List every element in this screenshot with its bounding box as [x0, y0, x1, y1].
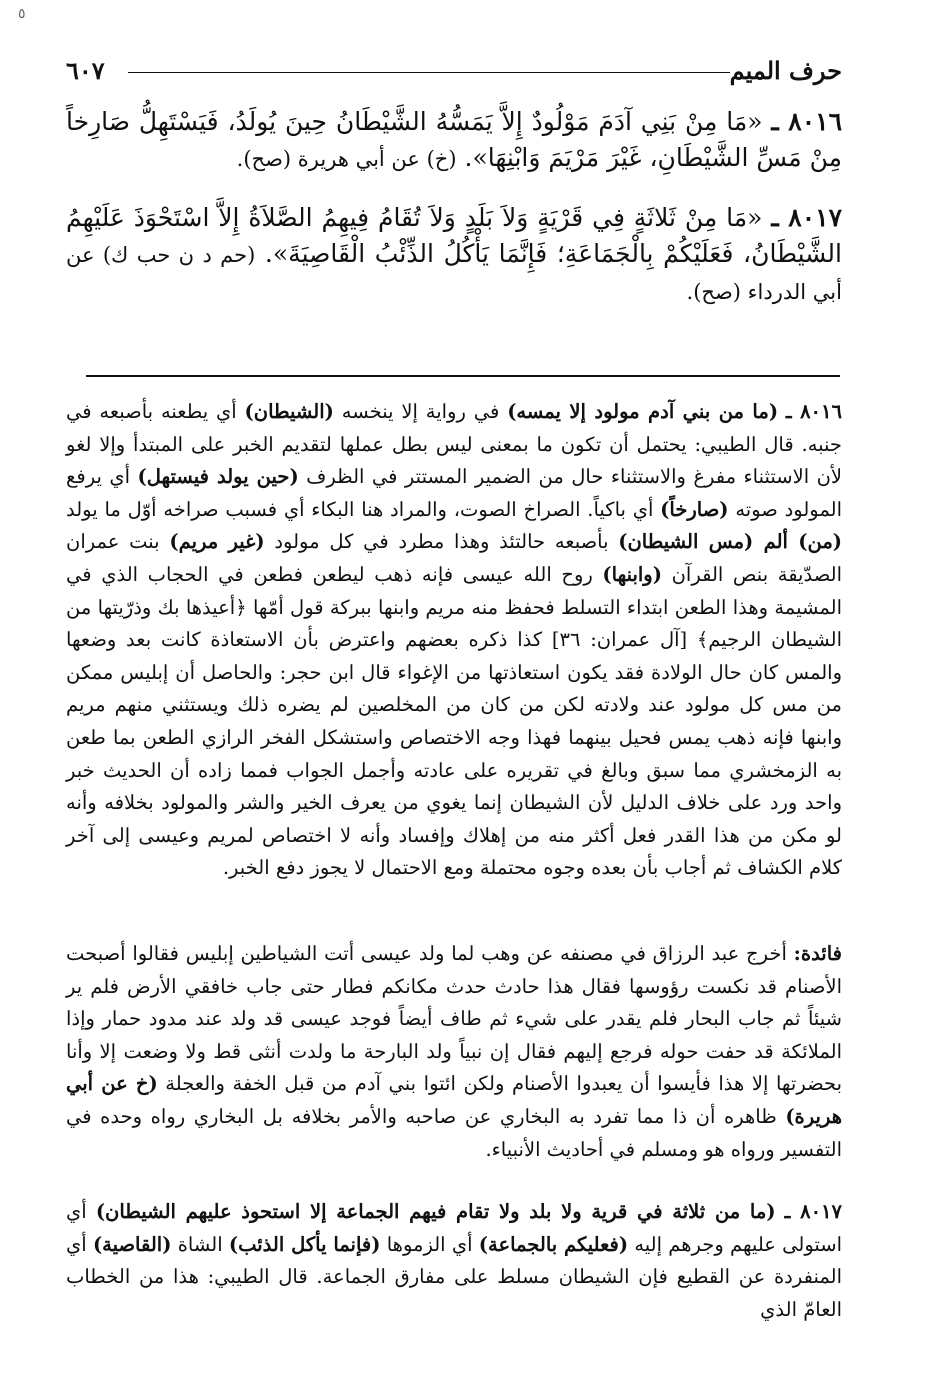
- footnote-divider: [86, 375, 840, 377]
- benefit-label: فائدة:: [793, 942, 842, 965]
- commentary-text: أخرج عبد الرزاق في مصنفه عن وهب لما ولد عيسى أتت الشياطين إبليس فقالوا أصبحت الأصنام قد نكست رؤوسها فقال هذا حادث حدث مكانكم فطار حتى جاب خافقي الأرض فلم ير شيئاً ثم جاب البحار فلم يقدر على شيء ثم طاف أيضاً فوجد عيسى قد ولد عند مدود حمار وإذا الملائكة قد حفت حوله فرجع إليهم فقال إن نبياً ولد البارحة ما ولدت أنثى قط ولا وضعت إلا وأنا بحضرتها إلا هذا فأيسوا أن يعبدوا الأصنام ولكن ائتوا بني آدم من قبل الخفة والعجلة: [66, 942, 843, 1096]
- commentary-text: ظاهره أن ذا مما تفرد به البخاري عن صاحبه والأمر بخلافه بل البخاري رواه وحده في التفسير ورواه هو ومسلم في أحاديث الأنبياء.: [66, 1104, 842, 1161]
- hadith-text: «مَا مِنْ بَنِي آدَمَ مَوْلُودٌ إِلاَّ يَمَسُّهُ الشَّيْطَانُ حِينَ يُولَدُ، فَيَسْتَهِلُّ صَارِخاً مِنْ مَسِّ الشَّيْطَانِ، غَيْرَ مَرْيَمَ وَابْنِهَا».: [66, 107, 842, 172]
- commentary-text: أي يطعنه بأصبعه في جنبه. قال الطيبي: يحتمل أن تكون ما بمعنى ليس بطل عملها لتقديم الخبر على المبتدأ وإلا لغو لأن الاستثناء مفرغ والاستثناء حال من الضمير المستتر في الظرف: [66, 400, 843, 489]
- hadith-text: «مَا مِنْ ثَلاثَةٍ فِي قَرْيَةٍ وَلاَ بَلَدٍ وَلاَ تُقَامُ فِيهِمُ الصَّلاَةُ إِلاَّ اسْتَحْوَذَ عَلَيْهِمُ الشَّيْطَانُ، فَعَلَيْكُمْ بِالْجَمَاعَةِ؛ فَإِنَّمَا يَأْكُلُ الذِّئْبُ الْقَاصِيَةَ».: [66, 203, 842, 268]
- commentary-text: بنت عمران الصدّيقة بنص القرآن: [66, 530, 842, 586]
- commentary-keyword: (غير مريم): [169, 530, 265, 554]
- commentary-keyword: (الشيطان): [244, 400, 334, 423]
- commentary-number: ٨٠١٦ ـ: [785, 400, 842, 423]
- header-rule: [128, 72, 730, 73]
- commentary-8017: [66, 1196, 842, 1326]
- hadith-8017: [66, 200, 842, 310]
- corner-mark: ٥: [18, 6, 26, 22]
- page-number: ٦٠٧: [66, 56, 105, 85]
- commentary-keyword: (حين يولد فيستهل): [137, 465, 299, 489]
- running-head: [66, 56, 842, 90]
- hadith-number: ٨٠١٧ ـ: [771, 203, 842, 232]
- chapter-title: حرف الميم: [729, 56, 842, 85]
- commentary-keyword: (من) ألم (مس الشيطان): [618, 530, 842, 554]
- commentary-text: أي استولى عليهم وجرهم إليه: [66, 1200, 843, 1256]
- commentary-lead: (ما من بني آدم مولود إلا يمسه): [507, 400, 779, 423]
- commentary-8016: [66, 396, 842, 885]
- commentary-text: أي باكياً. الصراخ الصوت، والمراد هنا البكاء أي فسبب صراخه أوّل ما يولد: [66, 497, 654, 521]
- commentary-keyword: (القاصية): [92, 1232, 172, 1256]
- commentary-keyword: (وابنها): [602, 562, 662, 586]
- commentary-text: أي الزموها: [386, 1232, 473, 1256]
- commentary-keyword: (فإنما يأكل الذئب): [228, 1232, 381, 1256]
- hadith-8016: [66, 104, 842, 177]
- commentary-number: ٨٠١٧ ـ: [784, 1200, 842, 1223]
- commentary-text: أي المنفردة عن القطيع فإن الشيطان مسلط على مفارق الجماعة. قال الطيبي: هذا من الخطاب العامّ الذي: [66, 1232, 842, 1321]
- commentary-text: الشاة: [177, 1232, 223, 1256]
- commentary-lead: (ما من ثلاثة في قرية ولا بلد ولا تقام فيهم الجماعة إلا استحوذ عليهم الشيطان): [95, 1200, 776, 1223]
- commentary-text: روح الله عيسى فإنه ذهب ليطعن فطعن في الحجاب الذي في المشيمة وهذا الطعن ابتداء التسلط فحفظ منه مريم وابنها ببركة قول أمّها ﴿أعيذها بك وذرّيتها من الشيطان الرجيم﴾ [آل عمران: ٣٦] كذا ذكره بعضهم واعترض بأن الاستعاذة كانت بعد وضعها والمس كان حال الولادة فقد يكون استعاذتها من الإغواء قال ابن حجر: والحاصل أن إبليس ممكن من مس كل مولود عند ولادته لكن من كان من المخلصين لم يضره ذلك ويستثني منهم مريم وابنها فإنه ذهب يمس فحيل بينهما فهذا وجه الاختصاص واستشكل الفخر الرازي الطعن بما طعن به الزمخشري مما سبق وبالغ في تقريره على عادته وأجمل الجواب فمما زاده أن الحديث خبر واحد ورد على خلاف الدليل لأن الشيطان إنما يغوي من يعرف الخير والشر والمولود بخلافه وأنه لو مكن من هذا القدر فعل أكثر منه من إهلاك وإفساد وأنه لا اختصاص لمريم وعيسى إلى آخر كلام الكشاف ثم أجاب بأن بعده وجوه محتملة ومع الاحتمال لا يجوز دفع الخبر.: [66, 562, 843, 880]
- hadith-number: ٨٠١٦ ـ: [771, 107, 842, 136]
- commentary-keyword: (فعليكم بالجماعة): [478, 1232, 629, 1256]
- commentary-text: في رواية إلا ينخسه: [341, 400, 500, 423]
- hadith-source: (حم د ن حب ك) عن أبي الدرداء (صح).: [66, 243, 842, 304]
- commentary-text: أي يرفع المولود صوته: [66, 465, 842, 521]
- hadith-source: (خ) عن أبي هريرة (صح).: [236, 147, 457, 171]
- commentary-keyword: (صارخاً): [660, 497, 729, 521]
- commentary-text: بأصبعه حالتئذ وهذا مطرد في كل مولود: [274, 530, 609, 554]
- commentary-benefit: [66, 938, 842, 1166]
- commentary-keyword: (خ عن أبي هريرة): [66, 1072, 842, 1128]
